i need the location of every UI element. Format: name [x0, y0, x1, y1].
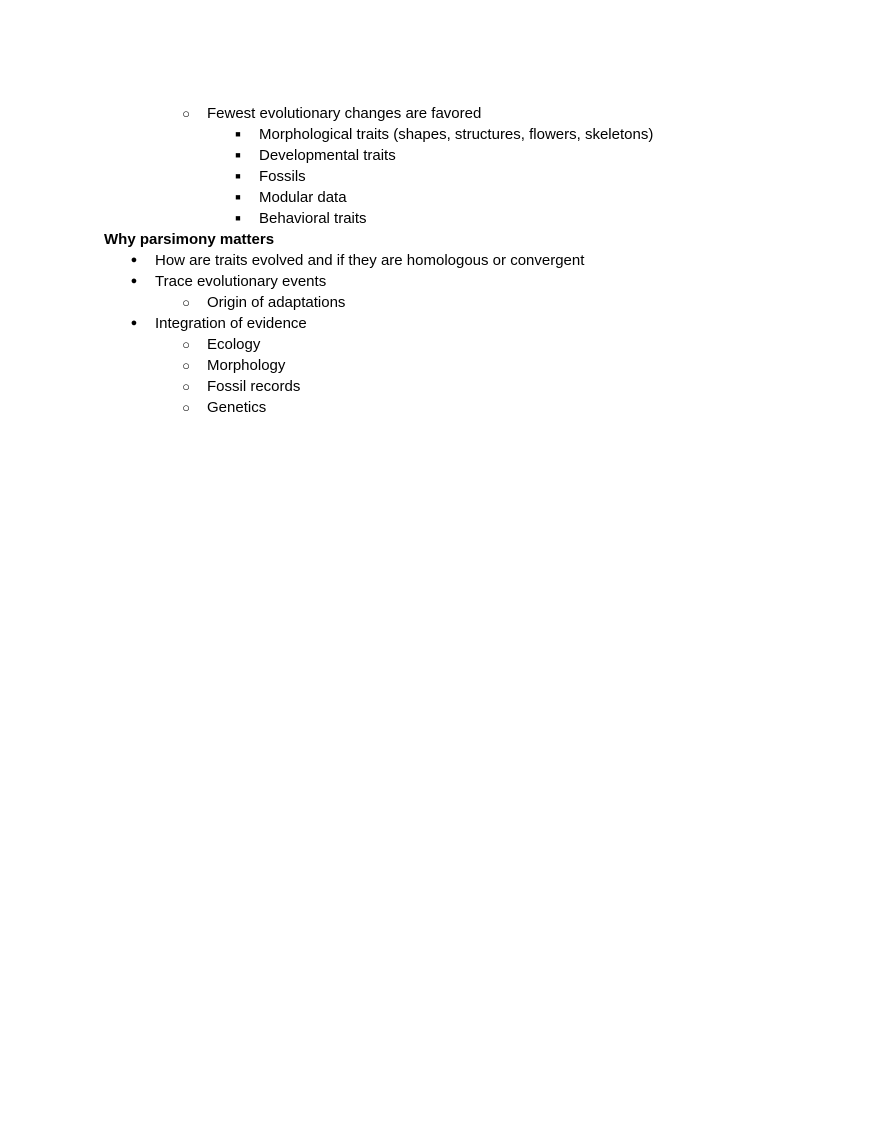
list-item — [0, 187, 880, 208]
list-item — [0, 334, 880, 355]
list-item-text: Behavioral traits — [259, 210, 367, 227]
circle-bullet-icon: ○ — [182, 358, 190, 373]
list-item-text: Developmental traits — [259, 147, 396, 164]
circle-bullet-icon: ○ — [182, 337, 190, 352]
list-item-text: Fossils — [259, 168, 306, 185]
list-item — [0, 124, 880, 145]
list-item-text: Origin of adaptations — [207, 294, 346, 311]
square-bullet-icon: ■ — [235, 171, 241, 181]
list-item-text: Fossil records — [207, 378, 301, 395]
square-bullet-icon: ■ — [235, 150, 241, 160]
section-heading — [0, 229, 880, 250]
circle-bullet-icon: ○ — [182, 379, 190, 394]
list-item — [0, 166, 880, 187]
document-body — [0, 103, 880, 418]
square-bullet-icon: ■ — [235, 213, 241, 223]
list-item — [0, 397, 880, 418]
list-item — [0, 271, 880, 292]
list-item — [0, 103, 880, 124]
list-item-text: Ecology — [207, 336, 261, 353]
square-bullet-icon: ■ — [235, 192, 241, 202]
list-item — [0, 376, 880, 397]
disc-bullet-icon: ● — [130, 275, 138, 287]
list-item — [0, 313, 880, 334]
circle-bullet-icon: ○ — [182, 400, 190, 415]
list-item — [0, 145, 880, 166]
list-item-text: Morphological traits (shapes, structures, flowers, skeletons) — [259, 126, 654, 143]
list-item — [0, 292, 880, 313]
list-item — [0, 355, 880, 376]
list-item-text: How are traits evolved and if they are homologous or convergent — [155, 252, 585, 269]
square-bullet-icon: ■ — [235, 129, 241, 139]
circle-bullet-icon: ○ — [182, 106, 190, 121]
disc-bullet-icon: ● — [130, 254, 138, 266]
list-item-text: Genetics — [207, 399, 267, 416]
list-item-text: Modular data — [259, 189, 347, 206]
list-item — [0, 250, 880, 271]
disc-bullet-icon: ● — [130, 317, 138, 329]
list-item-text: Morphology — [207, 357, 286, 374]
list-item — [0, 208, 880, 229]
list-item-text: Integration of evidence — [155, 315, 307, 332]
list-item-text: Fewest evolutionary changes are favored — [207, 105, 482, 122]
section-heading-text: Why parsimony matters — [104, 231, 275, 248]
circle-bullet-icon: ○ — [182, 295, 190, 310]
list-item-text: Trace evolutionary events — [155, 273, 327, 290]
